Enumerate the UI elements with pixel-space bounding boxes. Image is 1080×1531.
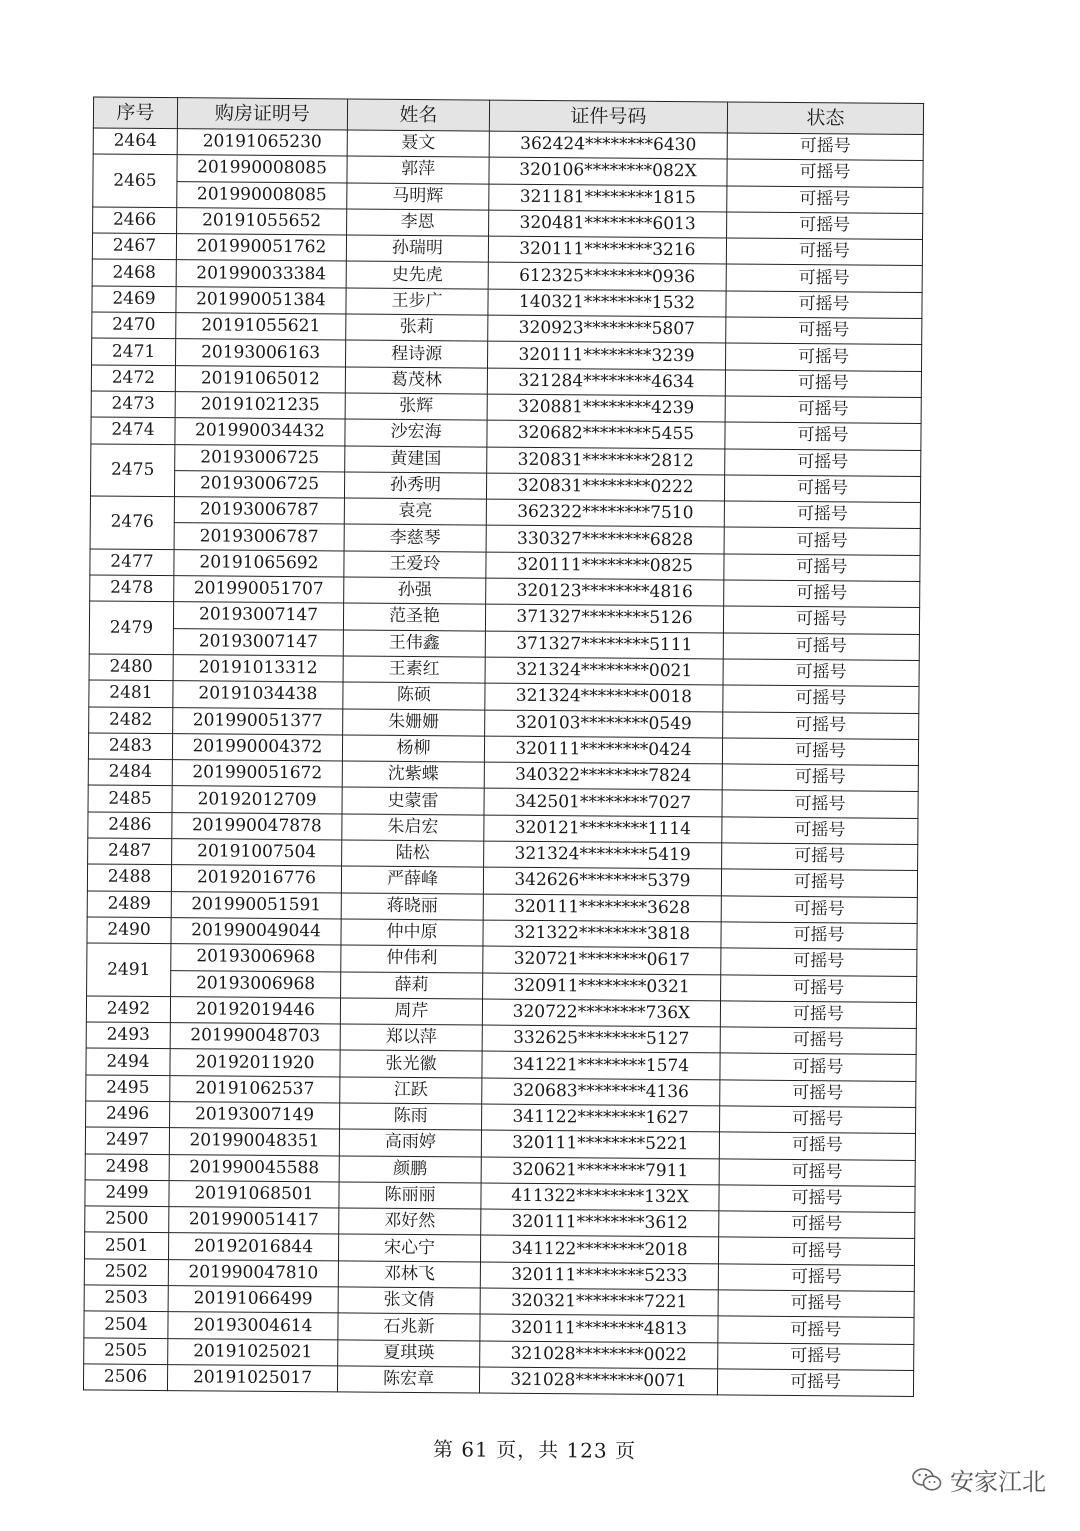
cell-name: 沙宏海: [345, 419, 487, 446]
cell-id-number: 320923********5807: [488, 315, 726, 343]
cell-name: 孙瑞明: [346, 235, 488, 262]
cell-seq: 2491: [87, 943, 171, 996]
cell-id-number: 320722********736X: [482, 999, 720, 1027]
cell-seq: 2492: [86, 996, 170, 1023]
cell-status: 可摇号: [723, 685, 919, 713]
cell-certificate-number: 201990051672: [172, 760, 342, 788]
cell-certificate-number: 20192011920: [170, 1049, 340, 1077]
cell-name: 张光徽: [340, 1050, 482, 1077]
cell-id-number: 341122********2018: [480, 1236, 718, 1264]
cell-id-number: 341221********1574: [482, 1051, 720, 1079]
cell-id-number: 320911********0321: [483, 973, 721, 1001]
cell-id-number: 320683********4136: [482, 1078, 720, 1106]
cell-name: 葛茂林: [345, 367, 487, 394]
cell-name: 沈紫蝶: [342, 761, 484, 788]
cell-id-number: 340322********7824: [484, 762, 722, 790]
cell-id-number: 362322********7510: [486, 499, 724, 527]
watermark: [912, 1462, 1046, 1497]
cell-id-number: 362424********6430: [489, 131, 727, 159]
watermark-text: 安家江北: [950, 1468, 1046, 1496]
cell-seq: 2486: [88, 812, 172, 839]
cell-status: 可摇号: [719, 1211, 915, 1239]
cell-id-number: 320481********6013: [489, 210, 727, 238]
header-status: 状态: [727, 102, 923, 135]
cell-seq: 2485: [88, 785, 172, 812]
cell-status: 可摇号: [718, 1343, 914, 1371]
cell-certificate-number: 201990049044: [171, 918, 341, 946]
cell-certificate-number: 201990051762: [176, 234, 346, 262]
cell-certificate-number: 20192019446: [170, 996, 340, 1024]
cell-name: 史蒙雷: [342, 787, 484, 814]
cell-status: 可摇号: [722, 817, 918, 845]
cell-name: 王伟鑫: [343, 630, 485, 657]
cell-id-number: 320111********5221: [481, 1130, 719, 1158]
cell-seq: 2465: [93, 154, 177, 207]
cell-seq: 2483: [88, 733, 172, 760]
cell-seq: 2468: [92, 259, 176, 286]
cell-seq: 2475: [90, 444, 174, 497]
cell-certificate-number: 201990033384: [176, 260, 346, 288]
cell-name: 孙秀明: [344, 472, 486, 499]
cell-name: 王素红: [343, 656, 485, 683]
cell-status: 可摇号: [723, 659, 919, 687]
cell-certificate-number: 20192016776: [171, 865, 341, 893]
cell-seq: 2480: [89, 654, 173, 681]
cell-id-number: 320111********3216: [488, 236, 726, 264]
cell-status: 可摇号: [722, 790, 918, 818]
cell-name: 仲伟利: [341, 945, 483, 972]
cell-certificate-number: 201990047878: [172, 812, 342, 840]
cell-status: 可摇号: [718, 1237, 914, 1265]
cell-status: 可摇号: [717, 1369, 913, 1397]
cell-id-number: 321028********0022: [480, 1341, 718, 1369]
header-seq: 序号: [93, 97, 177, 129]
cell-status: 可摇号: [725, 343, 921, 371]
cell-certificate-number: 201990008085: [177, 181, 347, 209]
cell-status: 可摇号: [726, 317, 922, 345]
header-name: 姓名: [347, 99, 489, 131]
cell-name: 张莉: [346, 314, 488, 341]
cell-status: 可摇号: [724, 554, 920, 582]
cell-name: 江跃: [340, 1077, 482, 1104]
cell-seq: 2470: [92, 312, 176, 339]
cell-certificate-number: 20192016844: [168, 1233, 338, 1261]
cell-name: 李慈琴: [344, 524, 486, 551]
cell-seq: 2502: [84, 1259, 168, 1286]
cell-id-number: 341122********1627: [482, 1104, 720, 1132]
cell-id-number: 320111********3612: [481, 1209, 719, 1237]
cell-certificate-number: 20193006787: [174, 523, 344, 551]
cell-id-number: 320106********082X: [489, 157, 727, 185]
cell-seq: 2487: [88, 838, 172, 865]
cell-status: 可摇号: [721, 974, 917, 1002]
cell-seq: 2498: [85, 1154, 169, 1181]
cell-name: 王步广: [346, 288, 488, 315]
cell-name: 陈丽丽: [339, 1182, 481, 1209]
cell-name: 仲中原: [341, 919, 483, 946]
cell-status: 可摇号: [724, 501, 920, 529]
cell-status: 可摇号: [722, 764, 918, 792]
cell-certificate-number: 20193006787: [174, 497, 344, 525]
cell-seq: 2505: [84, 1338, 168, 1365]
cell-id-number: 321181********1815: [489, 184, 727, 212]
cell-name: 袁亮: [344, 498, 486, 525]
cell-certificate-number: 20193006725: [175, 444, 345, 472]
cell-id-number: 321028********0071: [479, 1367, 717, 1395]
cell-name: 陈宏章: [337, 1366, 479, 1393]
page-number: 第 61 页，共 123 页: [432, 1437, 637, 1463]
cell-certificate-number: 201990048351: [169, 1128, 339, 1156]
cell-status: 可摇号: [721, 896, 917, 924]
cell-certificate-number: 201990045588: [169, 1154, 339, 1182]
cell-id-number: 371327********5126: [485, 604, 723, 632]
cell-status: 可摇号: [724, 527, 920, 555]
cell-certificate-number: 20191065012: [175, 365, 345, 393]
cell-name: 陆松: [342, 840, 484, 867]
cell-certificate-number: 20191065230: [177, 129, 347, 157]
cell-certificate-number: 201990051707: [174, 576, 344, 604]
cell-seq: 2481: [89, 680, 173, 707]
cell-name: 陈雨: [340, 1103, 482, 1130]
cell-id-number: 320111********0825: [486, 552, 724, 580]
cell-seq: 2482: [89, 706, 173, 733]
cell-id-number: 321324********5419: [484, 841, 722, 869]
cell-name: 范圣艳: [343, 603, 485, 630]
cell-id-number: 320111********3239: [488, 341, 726, 369]
cell-id-number: 320103********0549: [485, 710, 723, 738]
cell-seq: 2467: [92, 233, 176, 260]
cell-id-number: 371327********5111: [485, 631, 723, 659]
cell-name: 石兆新: [338, 1313, 480, 1340]
cell-id-number: 411322********132X: [481, 1183, 719, 1211]
cell-id-number: 320121********1114: [484, 815, 722, 843]
cell-id-number: 320682********5455: [487, 420, 725, 448]
cell-certificate-number: 20191025021: [168, 1338, 338, 1366]
cell-status: 可摇号: [720, 1001, 916, 1029]
header-id-number: 证件号码: [489, 100, 727, 133]
cell-id-number: 140321********1532: [488, 289, 726, 317]
cell-status: 可摇号: [724, 580, 920, 608]
cell-status: 可摇号: [726, 264, 922, 292]
cell-seq: 2469: [92, 286, 176, 313]
cell-seq: 2489: [87, 891, 171, 918]
cell-certificate-number: 201990051417: [169, 1207, 339, 1235]
cell-name: 郭萍: [347, 156, 489, 183]
cell-certificate-number: 20191007504: [172, 839, 342, 867]
cell-certificate-number: 20193007149: [170, 1102, 340, 1130]
cell-certificate-number: 20191066499: [168, 1286, 338, 1314]
cell-id-number: 320831********2812: [487, 447, 725, 475]
cell-status: 可摇号: [721, 948, 917, 976]
cell-seq: 2464: [93, 128, 177, 155]
cell-name: 夏琪瑛: [338, 1340, 480, 1367]
cell-status: 可摇号: [721, 922, 917, 950]
roster-table: [83, 96, 924, 1397]
cell-certificate-number: 201990051591: [171, 891, 341, 919]
cell-seq: 2496: [86, 1101, 170, 1128]
wechat-icon: [912, 1467, 942, 1493]
cell-id-number: 321284********4634: [487, 368, 725, 396]
cell-name: 史先虎: [346, 261, 488, 288]
cell-certificate-number: 20191055621: [176, 313, 346, 341]
cell-certificate-number: 201990034432: [175, 418, 345, 446]
cell-status: 可摇号: [721, 869, 917, 897]
cell-id-number: 330327********6828: [486, 526, 724, 554]
cell-seq: 2504: [84, 1311, 168, 1338]
cell-status: 可摇号: [725, 449, 921, 477]
cell-certificate-number: 201990047810: [168, 1259, 338, 1287]
cell-id-number: 342626********5379: [483, 867, 721, 895]
cell-seq: 2499: [85, 1180, 169, 1207]
cell-name: 王爱玲: [344, 551, 486, 578]
cell-seq: 2478: [90, 575, 174, 602]
cell-id-number: 320321********7221: [480, 1288, 718, 1316]
cell-name: 高雨婷: [339, 1129, 481, 1156]
cell-status: 可摇号: [719, 1185, 915, 1213]
cell-seq: 2497: [85, 1127, 169, 1154]
cell-name: 孙强: [344, 577, 486, 604]
cell-certificate-number: 20193006968: [171, 970, 341, 998]
cell-status: 可摇号: [724, 475, 920, 503]
cell-name: 陈硕: [343, 682, 485, 709]
cell-certificate-number: 20191025017: [167, 1365, 337, 1393]
cell-status: 可摇号: [720, 1080, 916, 1108]
cell-status: 可摇号: [722, 738, 918, 766]
cell-id-number: 321324********0018: [485, 683, 723, 711]
cell-name: 颜鹏: [339, 1156, 481, 1183]
cell-certificate-number: 20193006163: [176, 339, 346, 367]
cell-certificate-number: 201990048703: [170, 1023, 340, 1051]
cell-status: 可摇号: [726, 238, 922, 266]
cell-status: 可摇号: [719, 1132, 915, 1160]
cell-seq: 2493: [86, 1022, 170, 1049]
cell-id-number: 320621********7911: [481, 1157, 719, 1185]
cell-id-number: 321322********3818: [483, 920, 721, 948]
cell-certificate-number: 201990004372: [172, 733, 342, 761]
cell-status: 可摇号: [718, 1264, 914, 1292]
cell-seq: 2477: [90, 549, 174, 576]
cell-certificate-number: 20192012709: [172, 786, 342, 814]
cell-name: 张辉: [345, 393, 487, 420]
cell-certificate-number: 201990051377: [173, 707, 343, 735]
cell-seq: 2476: [90, 496, 174, 549]
cell-status: 可摇号: [718, 1290, 914, 1318]
cell-name: 郑以萍: [340, 1024, 482, 1051]
cell-name: 薛莉: [341, 971, 483, 998]
cell-seq: 2466: [93, 207, 177, 234]
cell-name: 程诗源: [346, 340, 488, 367]
cell-status: 可摇号: [727, 159, 923, 187]
cell-name: 宋心宁: [338, 1234, 480, 1261]
cell-certificate-number: 20193007147: [173, 602, 343, 630]
header-certificate-number: 购房证明号: [177, 98, 347, 130]
cell-seq: 2490: [87, 917, 171, 944]
cell-status: 可摇号: [722, 843, 918, 871]
cell-status: 可摇号: [725, 370, 921, 398]
cell-id-number: 321324********0021: [485, 657, 723, 685]
cell-status: 可摇号: [726, 291, 922, 319]
cell-id-number: 320721********0617: [483, 946, 721, 974]
cell-name: 严薛峰: [341, 866, 483, 893]
table-body: [83, 128, 923, 1397]
cell-seq: 2500: [85, 1206, 169, 1233]
cell-status: 可摇号: [720, 1053, 916, 1081]
cell-certificate-number: 20191065692: [174, 549, 344, 577]
cell-name: 周芹: [340, 998, 482, 1025]
cell-name: 朱启宏: [342, 814, 484, 841]
cell-certificate-number: 20191013312: [173, 655, 343, 683]
cell-id-number: 320111********4813: [480, 1314, 718, 1342]
cell-seq: 2503: [84, 1285, 168, 1312]
cell-name: 邓林飞: [338, 1261, 480, 1288]
cell-id-number: 320111********0424: [484, 736, 722, 764]
cell-name: 杨柳: [342, 735, 484, 762]
cell-certificate-number: 20191034438: [173, 681, 343, 709]
cell-status: 可摇号: [727, 133, 923, 161]
cell-id-number: 320881********4239: [487, 394, 725, 422]
cell-status: 可摇号: [727, 186, 923, 214]
cell-status: 可摇号: [720, 1027, 916, 1055]
cell-seq: 2501: [84, 1232, 168, 1259]
cell-status: 可摇号: [725, 422, 921, 450]
cell-seq: 2484: [88, 759, 172, 786]
cell-seq: 2473: [91, 391, 175, 418]
cell-seq: 2474: [91, 417, 175, 444]
cell-certificate-number: 20191021235: [175, 392, 345, 420]
cell-seq: 2506: [83, 1364, 167, 1391]
cell-certificate-number: 20191068501: [169, 1180, 339, 1208]
cell-status: 可摇号: [720, 1106, 916, 1134]
cell-id-number: 320111********3628: [483, 894, 721, 922]
cell-certificate-number: 20193006725: [174, 470, 344, 498]
cell-id-number: 320123********4816: [486, 578, 724, 606]
cell-status: 可摇号: [725, 396, 921, 424]
cell-certificate-number: 201990008085: [177, 155, 347, 183]
cell-seq: 2479: [89, 601, 173, 654]
cell-name: 聂文: [347, 130, 489, 157]
cell-name: 张文倩: [338, 1287, 480, 1314]
cell-name: 马明辉: [347, 183, 489, 210]
cell-certificate-number: 20193007147: [173, 628, 343, 656]
cell-id-number: 332625********5127: [482, 1025, 720, 1053]
cell-id-number: 320831********0222: [486, 473, 724, 501]
cell-id-number: 612325********0936: [488, 263, 726, 291]
cell-certificate-number: 20193004614: [168, 1312, 338, 1340]
cell-name: 黄建国: [345, 446, 487, 473]
cell-id-number: 320111********5233: [480, 1262, 718, 1290]
cell-seq: 2471: [92, 338, 176, 365]
cell-status: 可摇号: [723, 606, 919, 634]
cell-certificate-number: 20191062537: [170, 1075, 340, 1103]
cell-status: 可摇号: [719, 1158, 915, 1186]
cell-seq: 2495: [86, 1075, 170, 1102]
cell-certificate-number: 20191055652: [177, 208, 347, 236]
table-row: [83, 1364, 913, 1397]
cell-status: 可摇号: [727, 212, 923, 240]
cell-name: 邓好然: [339, 1208, 481, 1235]
cell-name: 朱姗姗: [343, 708, 485, 735]
cell-seq: 2494: [86, 1048, 170, 1075]
cell-seq: 2488: [87, 864, 171, 891]
cell-seq: 2472: [91, 365, 175, 392]
cell-status: 可摇号: [718, 1316, 914, 1344]
cell-id-number: 342501********7027: [484, 788, 722, 816]
cell-status: 可摇号: [723, 633, 919, 661]
cell-certificate-number: 201990051384: [176, 286, 346, 314]
cell-name: 李恩: [347, 209, 489, 236]
cell-status: 可摇号: [723, 711, 919, 739]
cell-name: 蒋晓丽: [341, 893, 483, 920]
cell-certificate-number: 20193006968: [171, 944, 341, 972]
